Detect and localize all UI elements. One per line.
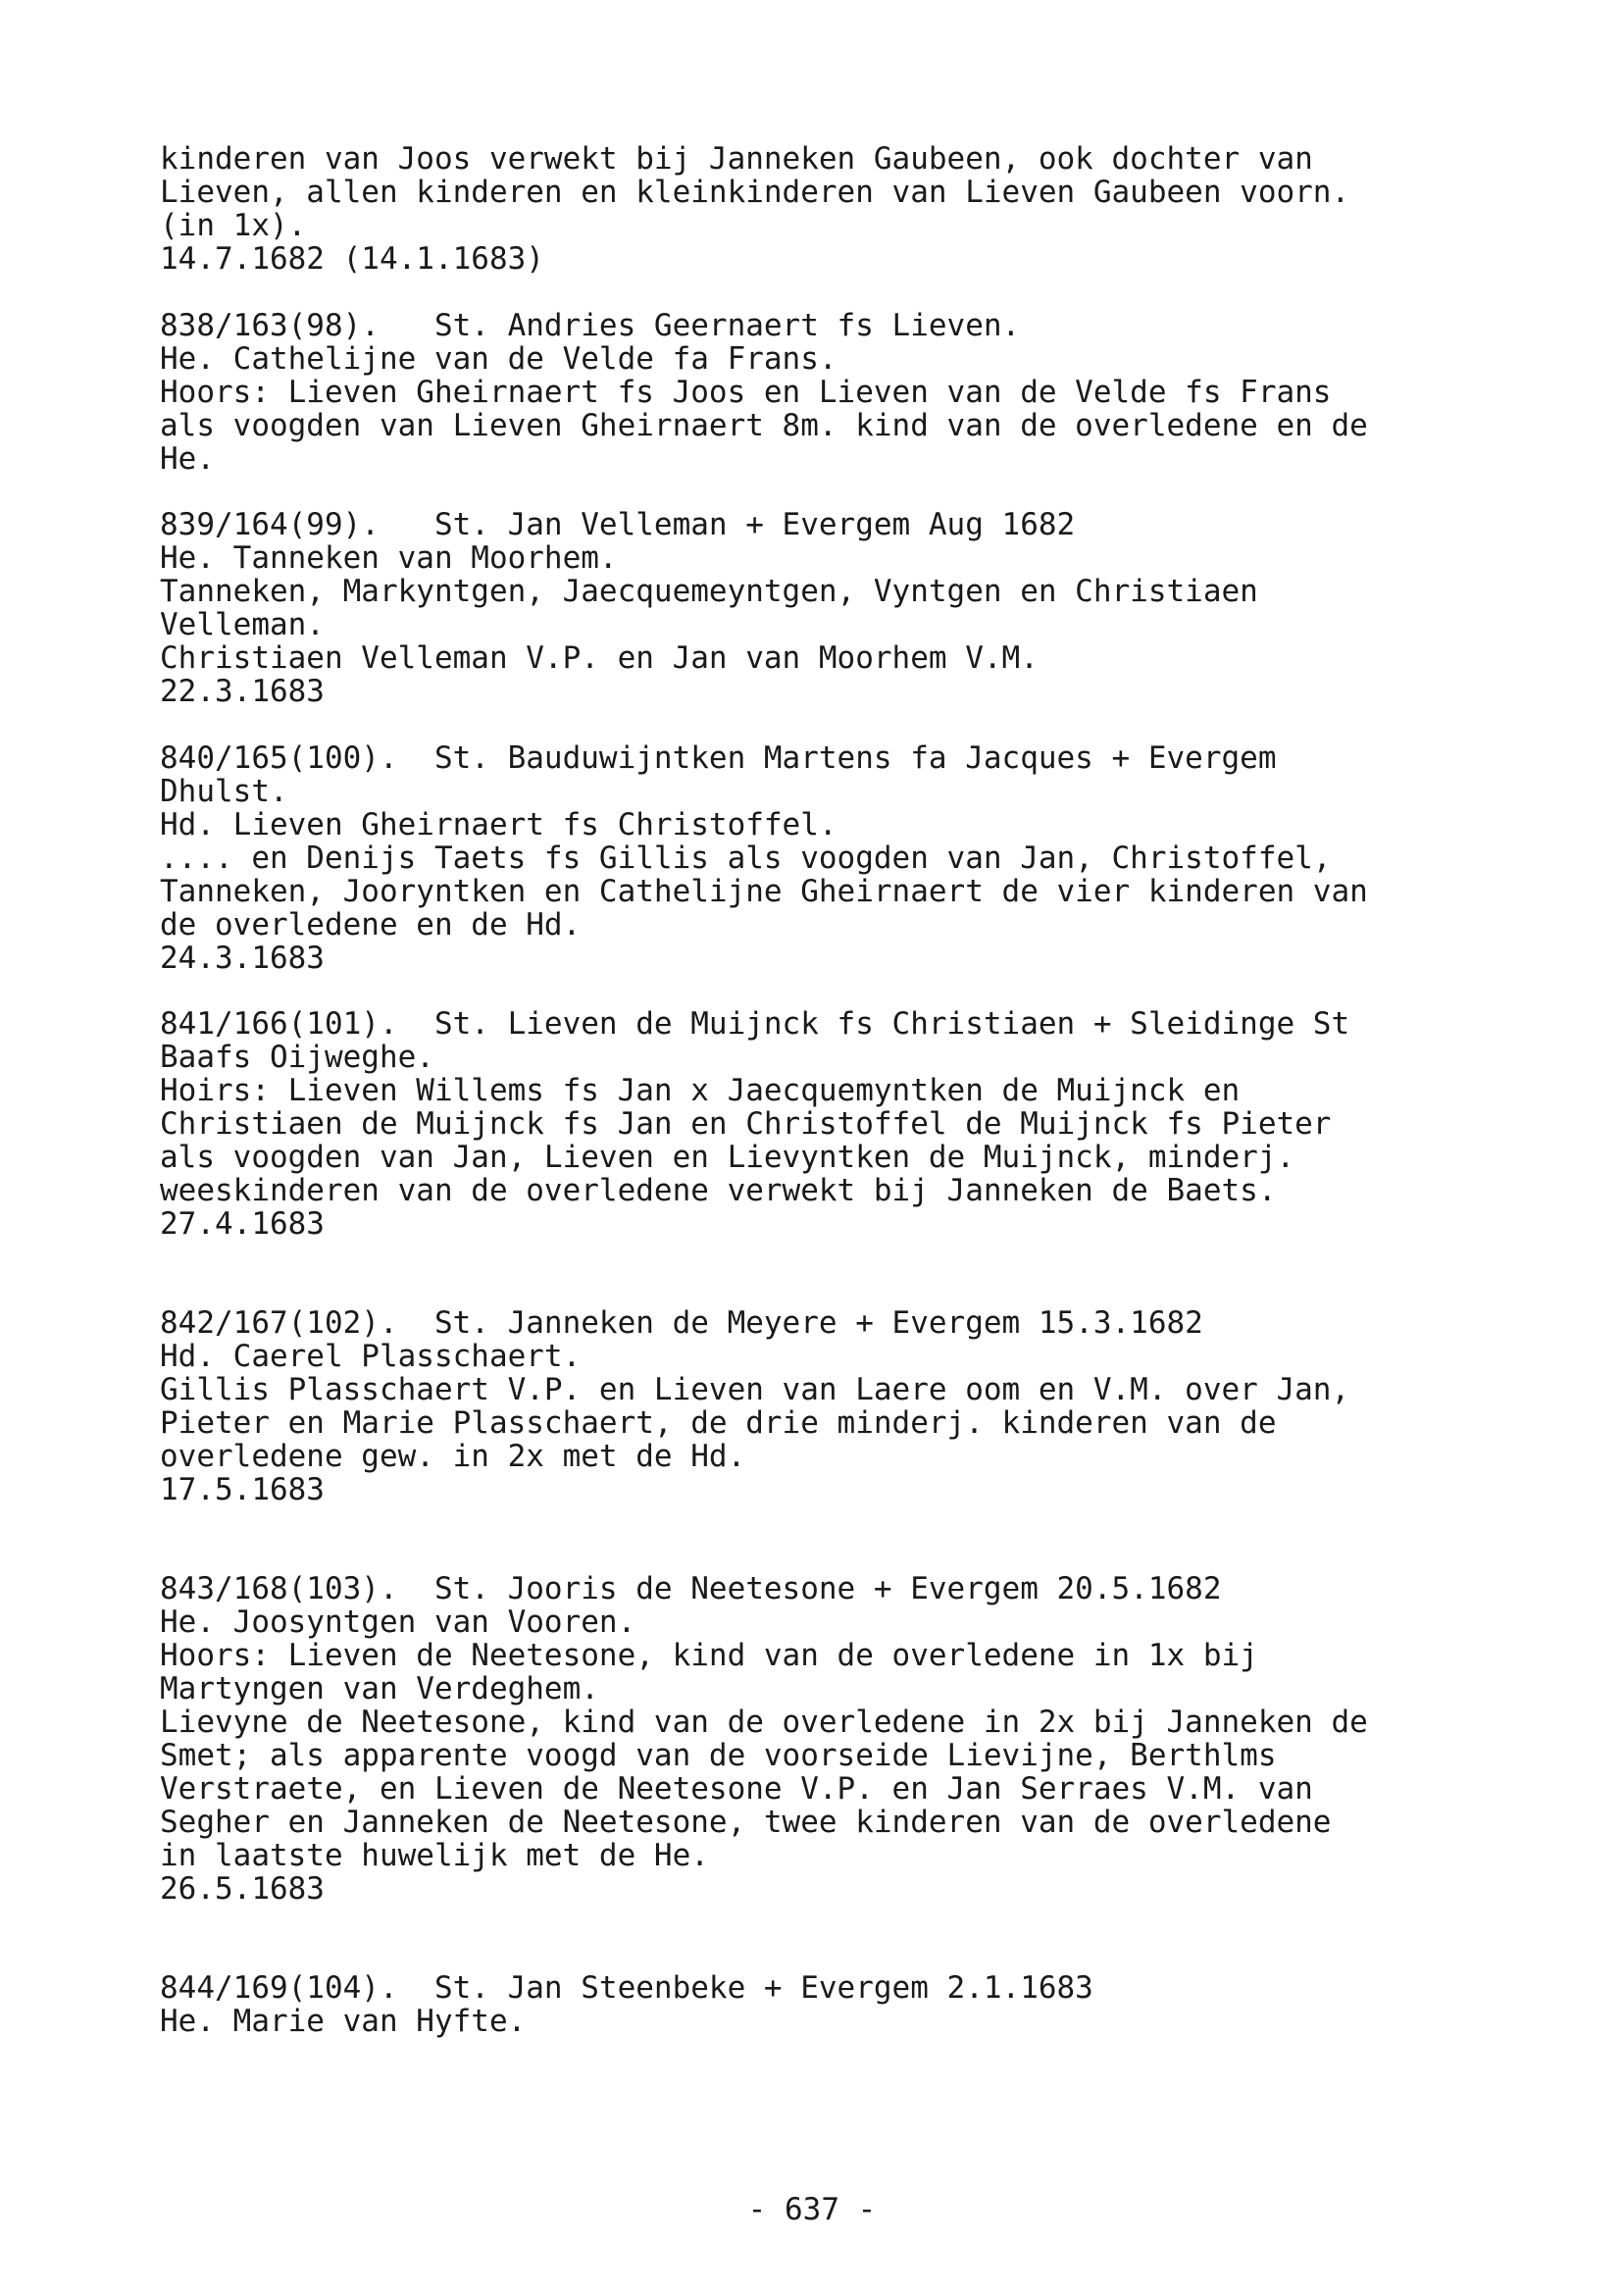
entry-date: 26.5.1683 [160, 1871, 325, 1908]
entry-843 [160, 1572, 1484, 1906]
text-line: He. [160, 440, 215, 477]
entry-838 [160, 309, 1484, 476]
entry-844 [160, 1971, 1484, 2038]
entry-heading: 839/164(99). St. Jan Velleman + Evergem Aug 1682 [160, 507, 1076, 543]
text-line: Dhulst. [160, 773, 288, 809]
text-line: Lievyne de Neetesone, kind van de overledene in 2x bij Janneken de [160, 1705, 1368, 1741]
page-body [160, 142, 1484, 2038]
text-line: Segher en Janneken de Neetesone, twee kinderen van de overledene [160, 1805, 1332, 1841]
entry-842 [160, 1306, 1484, 1506]
entry-heading: 841/166(101). St. Lieven de Muijnck fs Christiaen + Sleidinge St [160, 1006, 1350, 1043]
text-line: kinderen van Joos verwekt bij Janneken Gaubeen, ook dochter van [160, 141, 1313, 177]
text-line: He. Tanneken van Moorhem. [160, 540, 618, 577]
text-line: de overledene en de Hd. [160, 906, 582, 942]
text-line: Hd. Caerel Plasschaert. [160, 1339, 582, 1375]
text-line: Christiaen Velleman V.P. en Jan van Moorhem V.M. [160, 640, 1039, 677]
text-line: He. Marie van Hyfte. [160, 2004, 527, 2040]
text-line: Tanneken, Markyntgen, Jaecquemeyntgen, Vyntgen en Christiaen [160, 574, 1258, 610]
text-line: Velleman. [160, 607, 325, 643]
entry-841 [160, 1007, 1484, 1241]
entry-heading: 842/167(102). St. Janneken de Meyere + Evergem 15.3.1682 [160, 1305, 1203, 1342]
entry-continuation [160, 142, 1484, 276]
entry-heading: 843/168(103). St. Jooris de Neetesone + Evergem 20.5.1682 [160, 1571, 1222, 1607]
text-line: weeskinderen van de overledene verwekt bij Janneken de Baets. [160, 1173, 1277, 1209]
entry-840 [160, 741, 1484, 975]
text-line: Hoors: Lieven Gheirnaert fs Joos en Lieven van de Velde fs Frans [160, 374, 1332, 410]
text-line: Christiaen de Muijnck fs Jan en Christoffel de Muijnck fs Pieter [160, 1106, 1332, 1143]
page-number: - 637 - [747, 2192, 877, 2227]
text-line: Pieter en Marie Plasschaert, de drie minderj. kinderen van de [160, 1405, 1277, 1442]
text-line: Baafs Oijweghe. [160, 1040, 434, 1076]
text-line: Hd. Lieven Gheirnaert fs Christoffel. [160, 806, 837, 842]
entry-date: 22.3.1683 [160, 674, 325, 710]
text-line: Hoors: Lieven de Neetesone, kind van de overledene in 1x bij [160, 1638, 1258, 1674]
entry-date: 24.3.1683 [160, 940, 325, 976]
text-line: Verstraete, en Lieven de Neetesone V.P. en Jan Serraes V.M. van [160, 1771, 1313, 1807]
entry-heading: 844/169(104). St. Jan Steenbeke + Evergem 2.1.1683 [160, 1970, 1093, 2007]
text-line: Martyngen van Verdeghem. [160, 1671, 599, 1707]
entry-date: 27.4.1683 [160, 1206, 325, 1243]
text-line: in laatste huwelijk met de He. [160, 1838, 709, 1874]
text-line: Smet; als apparente voogd van de voorseide Lievijne, Berthlms [160, 1738, 1277, 1774]
entry-date: 14.7.1682 (14.1.1683) [160, 241, 544, 277]
text-line: He. Joosyntgen van Vooren. [160, 1604, 636, 1641]
text-line: (in 1x). [160, 208, 307, 243]
text-line: Lieven, allen kinderen en kleinkinderen van Lieven Gaubeen voorn. [160, 175, 1350, 210]
text-line: .... en Denijs Taets fs Gillis als voogden van Jan, Christoffel, [160, 840, 1332, 876]
entry-839 [160, 508, 1484, 708]
text-line: als voogden van Jan, Lieven en Lievyntken de Muijnck, minderj. [160, 1140, 1295, 1176]
text-line: Hoirs: Lieven Willems fs Jan x Jaecquemyntken de Muijnck en [160, 1073, 1241, 1109]
text-line: Tanneken, Jooryntken en Cathelijne Gheirnaert de vier kinderen van [160, 873, 1368, 909]
entry-heading: 840/165(100). St. Bauduwijntken Martens fa Jacques + Evergem [160, 739, 1277, 776]
text-line: Gillis Plasschaert V.P. en Lieven van Laere oom en V.M. over Jan, [160, 1372, 1350, 1408]
text-line: als voogden van Lieven Gheirnaert 8m. kind van de overledene en de [160, 407, 1368, 443]
text-line: overledene gew. in 2x met de Hd. [160, 1439, 746, 1475]
entry-heading: 838/163(98). St. Andries Geernaert fs Lieven. [160, 307, 1021, 343]
entry-date: 17.5.1683 [160, 1472, 325, 1508]
text-line: He. Cathelijne van de Velde fa Frans. [160, 340, 837, 377]
